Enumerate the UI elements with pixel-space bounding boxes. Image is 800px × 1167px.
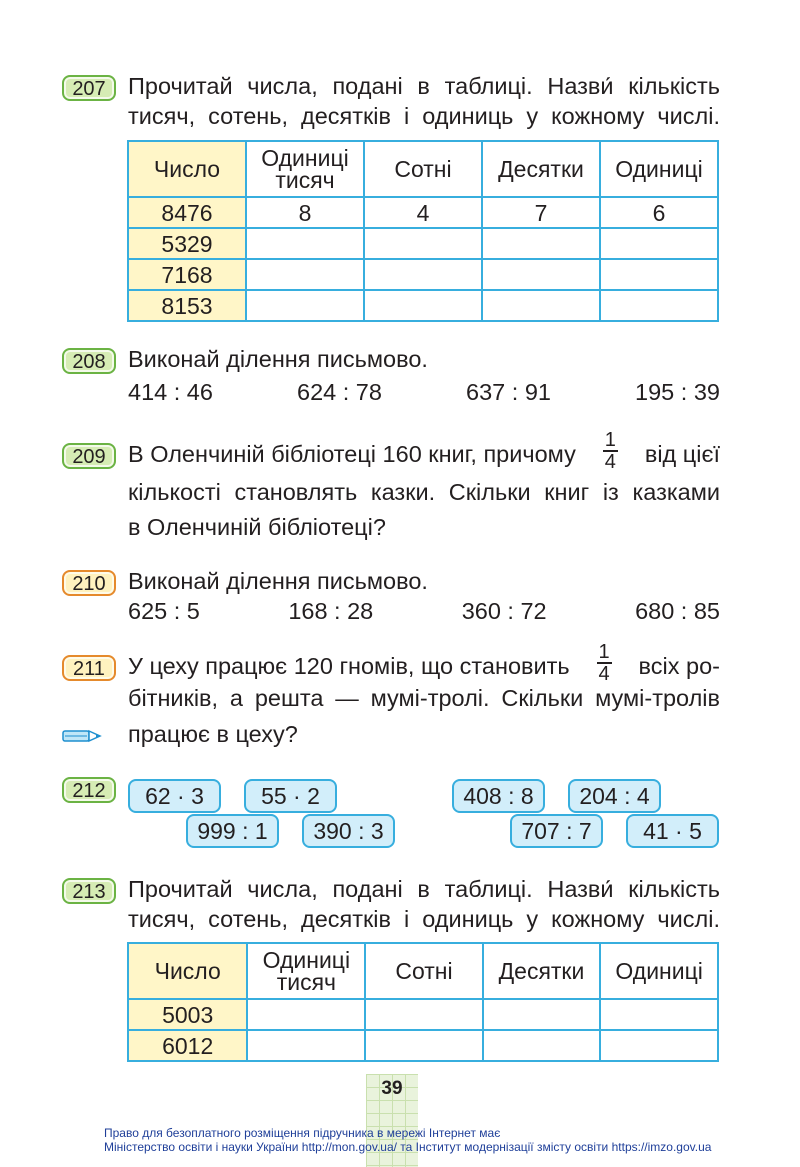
- digit-cell: [247, 999, 365, 1030]
- digit-cell: [364, 290, 482, 321]
- task-number-badge: 207: [62, 75, 116, 101]
- expression-box: 707 : 7: [510, 814, 603, 848]
- task-text-line: тисяч, сотень, десятків і одиниць у кожному числі.: [128, 906, 720, 932]
- header-cell: Одиниці тисяч: [246, 141, 364, 197]
- digit-cell: [600, 999, 718, 1030]
- digits-table-213: [127, 942, 719, 1062]
- division-expression: 624 : 78: [297, 379, 382, 405]
- task-text-line: тисяч, сотень, десятків і одиниць у кожному числі.: [128, 103, 720, 129]
- expression-box: 41 · 5: [626, 814, 719, 848]
- division-expression: 637 : 91: [466, 379, 551, 405]
- header-cell: Десятки: [482, 141, 600, 197]
- digit-cell: [600, 228, 718, 259]
- digit-cell: 7: [482, 197, 600, 228]
- division-list: [128, 598, 720, 625]
- digit-cell: [364, 228, 482, 259]
- task-text-line: Прочитай числа, подані в таблиці. Назви́ кількість: [128, 73, 720, 99]
- division-expression: 414 : 46: [128, 379, 213, 405]
- fraction-denominator: 4: [604, 451, 616, 473]
- number-cell: 8476: [128, 197, 246, 228]
- digits-table-207: [127, 140, 719, 322]
- digit-cell: [482, 290, 600, 321]
- task-text-line: Прочитай числа, подані в таблиці. Назви́ кількість: [128, 876, 720, 902]
- fraction-denominator: 4: [598, 663, 610, 685]
- digit-cell: [365, 1030, 482, 1061]
- task-text-line: працює в цеху?: [128, 721, 298, 747]
- footer-line: Право для безоплатного розміщення підручника в мережі Інтернет має: [104, 1126, 501, 1140]
- expression-box: 390 : 3: [302, 814, 395, 848]
- header-cell: Число: [128, 943, 247, 999]
- digit-cell: [246, 228, 364, 259]
- digit-cell: [246, 290, 364, 321]
- number-cell: 6012: [128, 1030, 247, 1061]
- division-expression: 680 : 85: [635, 598, 720, 624]
- task-text-segment: В Оленчиній бібліотеці 160 книг, причому: [128, 441, 576, 467]
- header-cell: Одиниці тисяч: [247, 943, 365, 999]
- task-text-line: в Оленчиній бібліотеці?: [128, 514, 386, 540]
- division-list: [128, 379, 720, 406]
- number-cell: 8153: [128, 290, 246, 321]
- task-text-segment: від цієї: [644, 441, 720, 467]
- digit-cell: [247, 1030, 365, 1061]
- digit-cell: [483, 1030, 601, 1061]
- task-text-segment: У цеху працює 120 гномів, що становить: [128, 653, 570, 679]
- digit-cell: [246, 259, 364, 290]
- header-cell: Сотні: [365, 943, 482, 999]
- expression-box: 55 · 2: [244, 779, 337, 813]
- digit-cell: [365, 999, 482, 1030]
- number-cell: 5329: [128, 228, 246, 259]
- digit-cell: [600, 259, 718, 290]
- digit-cell: [600, 290, 718, 321]
- expression-box: 408 : 8: [452, 779, 545, 813]
- task-number-badge: 211: [62, 655, 116, 681]
- header-cell: Одиниці: [600, 943, 718, 999]
- header-cell: Одиниці: [600, 141, 718, 197]
- task-text-line: Виконай ділення письмово.: [128, 568, 428, 594]
- task-text-segment: всіх ро-: [638, 653, 720, 679]
- digit-cell: [600, 1030, 718, 1061]
- division-expression: 625 : 5: [128, 598, 200, 624]
- expression-box: 999 : 1: [186, 814, 279, 848]
- task-text-line: Виконай ділення письмово.: [128, 346, 428, 372]
- digit-cell: [482, 259, 600, 290]
- fraction-numerator: 1: [604, 429, 616, 451]
- task-number-badge: 212: [62, 777, 116, 803]
- division-expression: 360 : 72: [461, 598, 547, 624]
- number-cell: 7168: [128, 259, 246, 290]
- fraction-one-quarter: [597, 642, 612, 684]
- digit-cell: [364, 259, 482, 290]
- page-number: 39: [381, 1078, 403, 1099]
- digit-cell: [482, 228, 600, 259]
- number-cell: 5003: [128, 999, 247, 1030]
- header-cell: Число: [128, 141, 246, 197]
- division-expression: 168 : 28: [288, 598, 374, 624]
- footer-line: Міністерство освіти і науки України http://mon.gov.ua/ та Інститут модернізації змісту освіти https://imzo.gov.ua: [104, 1140, 712, 1154]
- digit-cell: 8: [246, 197, 364, 228]
- task-text-line: бітників, а решта — мумі-тролі. Скільки мумі-тролів: [128, 685, 720, 711]
- header-cell: Десятки: [483, 943, 601, 999]
- digit-cell: 6: [600, 197, 718, 228]
- pencil-icon: [62, 728, 102, 744]
- task-text-line: кількості становлять казки. Скільки книг із казками: [128, 479, 720, 505]
- fraction-numerator: 1: [598, 641, 610, 663]
- expression-box: 62 · 3: [128, 779, 221, 813]
- division-expression: 195 : 39: [635, 379, 720, 405]
- task-number-badge: 208: [62, 348, 116, 374]
- task-number-badge: 210: [62, 570, 116, 596]
- task-text-line: [128, 429, 720, 476]
- digit-cell: 4: [364, 197, 482, 228]
- header-cell: Сотні: [364, 141, 482, 197]
- fraction-one-quarter: [603, 430, 618, 472]
- digit-cell: [483, 999, 601, 1030]
- expression-box: 204 : 4: [568, 779, 661, 813]
- task-number-badge: 209: [62, 443, 116, 469]
- task-number-badge: 213: [62, 878, 116, 904]
